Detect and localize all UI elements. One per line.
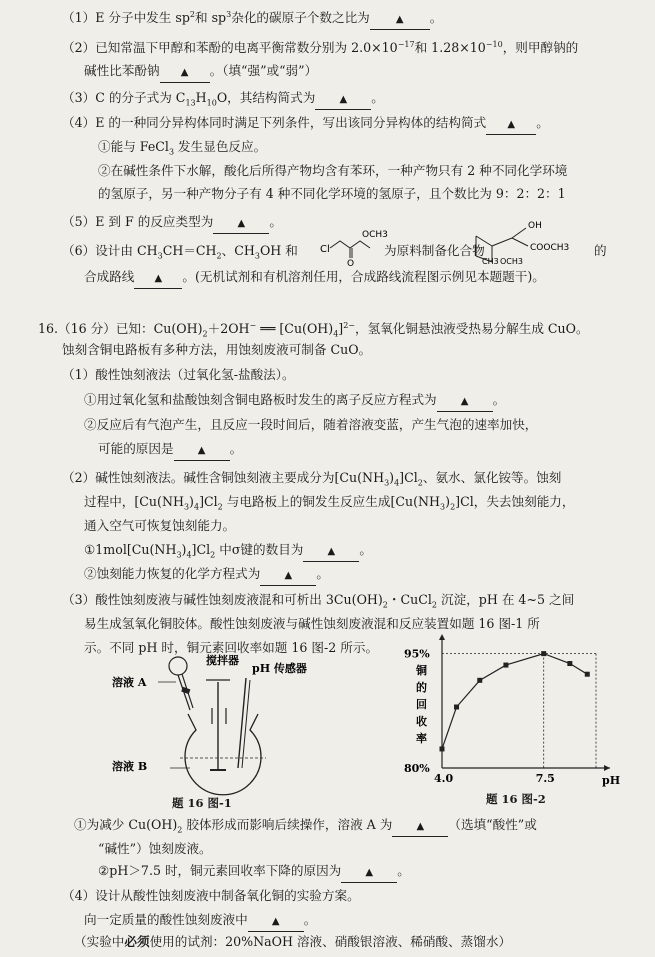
q16-header: 16.（16 分）已知：$Cu(OH)_2+2OH^-$ ══ $[Cu(OH)_4]^{2-}$，氢氧化铜悬浊液受热易分解生成 CuO。 (38, 321, 589, 339)
q16-sub2-q1: $①1mol[Cu(NH_3)_4]Cl_2$ 中σ键的数目为 ▲ 。 (84, 541, 372, 565)
q16-sub4-note: （实验中必须使用的试剂：20%NaOH 溶液、硝酸银溶液、稀硝酸、蒸馏水） (74, 934, 512, 949)
y-axis-label-char: 率 (416, 732, 427, 745)
answer-blank[interactable]: ▲ (392, 816, 448, 837)
q16-sub4-line2: 向一定质量的酸性蚀刻废液中 ▲ 。 (84, 911, 316, 932)
data-point (567, 661, 572, 666)
q15-part4: （4）E 的一种同分异构体同时满足下列条件，写出该同分异构体的结构简式 ▲ 。 (62, 114, 549, 135)
x-tick-label: 4.0 (434, 772, 454, 785)
q16-sub3-q1: ①为减少 $Cu(OH)_2$ 胶体形成而影响后续操作，溶液 A 为 ▲ （选填“酸性”或 (74, 816, 537, 840)
q16-sub3-q2: ②pH＞7.5 时，铜元素回收率下降的原因为 ▲ 。 (98, 862, 410, 883)
answer-blank[interactable]: ▲ (486, 114, 536, 135)
answer-blank[interactable]: ▲ (134, 268, 182, 289)
q15-part1: （1）E 分子中发生 $sp^2$和 $sp^3$杂化的碳原子个数之比为 ▲ 。 (62, 6, 442, 30)
q15-part5: （5）E 到 F 的反应类型为 ▲ 。 (62, 213, 282, 234)
q16-sub1-q1: ①用过氧化氢和盐酸蚀刻含铜电路板时发生的离子反应方程式为 ▲ 。 (84, 391, 505, 412)
q16-sub1-q2b: 可能的原因是 ▲ 。 (98, 440, 242, 461)
label-ph-sensor: pH 传感器 (252, 662, 307, 675)
label-solution-b: 溶液 B (112, 760, 148, 773)
answer-blank[interactable]: ▲ (315, 89, 371, 110)
data-point (477, 678, 482, 683)
answer-blank[interactable]: ▲ (260, 565, 316, 586)
q16-sub1: （1）酸性蚀刻液法（过氧化氢-盐酸法）。 (62, 367, 295, 382)
q16-sub4: （4）设计从酸性蚀刻废液中制备氧化铜的实验方案。 (62, 888, 360, 903)
q15-part6-end: 的 (594, 243, 607, 258)
q16-header-line2: 蚀刻含铜电路板有多种方法，用蚀刻废液可制备 CuO。 (62, 342, 372, 357)
q15-part2: （2）已知常温下甲醇和苯酚的电离平衡常数分别为 $2.0\times 10^{-17}$和 $1.28\times 10^{-10}$，则甲醇钠的 (62, 40, 579, 56)
q15-cond2b: 的氢原子，另一种产物分子有 4 种不同化学环境的氢原子，且个数比为 9：2：2：1 (98, 186, 566, 201)
q16-sub2-line2: 过程中，$[Cu(NH_3)_4]Cl_2$ 与电路板上的铜发生反应生成$[Cu(NH_3)_2]Cl$，失去蚀刻能力， (84, 494, 575, 512)
q15-part2-line2: 碱性比苯酚钠 ▲ 。（填“强”或“弱”） (84, 62, 317, 83)
answer-blank[interactable]: ▲ (174, 440, 230, 461)
q15-part6: （6）设计由 $CH_3CH=CH_2$、$CH_3OH$ 和 (62, 243, 298, 261)
q15-part6-line2: 合成路线 ▲ 。(无机试剂和有机溶剂任用，合成路线流程图示例见本题题干)。 (84, 268, 545, 289)
y-axis-label-char: 收 (416, 715, 427, 728)
data-point (585, 672, 590, 677)
fig2-caption: 题 16 图-2 (486, 792, 546, 806)
recovery-chart (400, 628, 620, 803)
fig1-caption: 题 16 图-1 (172, 796, 232, 810)
target-compound-structure (470, 216, 590, 266)
q16-sub3: （3）酸性蚀刻废液与碱性蚀刻废液混和可析出 $3Cu(OH)_2$・CuCl$_2$ 沉淀，pH 在 4~5 之间 (62, 592, 575, 610)
svg-text:CH3: CH3 (482, 257, 499, 266)
answer-blank[interactable]: ▲ (303, 541, 359, 562)
svg-text:O: O (347, 259, 355, 266)
q16-sub3-line2: 易生成氢氧化铜胶体。酸性蚀刻废液与碱性蚀刻废液混和反应装置如题 16 图-1 所 (84, 616, 540, 631)
answer-blank[interactable]: ▲ (213, 213, 269, 234)
data-point (541, 651, 546, 656)
x-axis-label: pH (602, 774, 620, 787)
svg-text:OH: OH (528, 221, 542, 231)
answer-blank[interactable]: ▲ (437, 391, 493, 412)
q16-sub2-line3: 通入空气可恢复蚀刻能力。 (84, 518, 236, 533)
funnel-bulb (169, 657, 187, 675)
q16-sub1-q2: ②反应后有气泡产生，且反应一段时间后，随着溶液变蓝，产生气泡的速率加快， (84, 417, 538, 432)
svg-text:OCH3: OCH3 (500, 257, 523, 266)
q16-sub3-line3: 示。不同 pH 时，铜元素回收率如题 16 图-2 所示。 (84, 640, 379, 655)
q16-sub2-q2: ②蚀刻能力恢复的化学方程式为 ▲ 。 (84, 565, 329, 586)
label-stirrer: 搅拌器 (206, 654, 239, 667)
label-solution-a: 溶液 A (112, 676, 147, 689)
data-point (503, 663, 508, 668)
answer-blank[interactable]: ▲ (370, 9, 430, 30)
q16-sub2: （2）碱性蚀刻液法。碱性含铜蚀刻液主要成分为$[Cu(NH_3)_4]Cl_2$、氨水、氯化铵等。蚀刻 (62, 470, 562, 488)
answer-blank[interactable]: ▲ (341, 862, 397, 883)
answer-blank[interactable]: ▲ (160, 62, 210, 83)
q16-sub3-q1b: “碱性”）蚀刻废液。 (98, 841, 212, 856)
answer-blank[interactable]: ▲ (248, 911, 304, 932)
data-point (440, 746, 445, 751)
svg-text:OCH3: OCH3 (362, 230, 388, 240)
y-axis-label-char: 的 (416, 681, 427, 694)
q15-part3: （3）C 的分子式为 $C_{13}H_{10}O$，其结构简式为 ▲ 。 (62, 89, 384, 113)
y-tick-label: 80% (404, 762, 430, 775)
data-point (454, 705, 459, 710)
series-line (442, 654, 587, 749)
cl-label: Cl (320, 244, 330, 255)
q15-cond2a: ②在碱性条件下水解，酸化后所得产物均含有苯环，一种产物只有 2 种不同化学环境 (98, 163, 568, 178)
chloroketone-structure (318, 226, 388, 266)
y-tick-label: 95% (404, 647, 430, 661)
y-axis-arrow (439, 634, 445, 640)
x-tick-label: 7.5 (535, 772, 555, 785)
svg-text:COOCH3: COOCH3 (530, 243, 570, 253)
apparatus-figure (100, 652, 360, 812)
y-axis-label-char: 回 (416, 698, 427, 711)
q15-cond1: ①能与 FeCl$_3$ 发生显色反应。 (98, 139, 267, 157)
q15-part6-mid: 为原料制备化合物 (384, 243, 485, 258)
y-axis-label-char: 铜 (416, 664, 427, 677)
x-axis-arrow (604, 765, 610, 771)
